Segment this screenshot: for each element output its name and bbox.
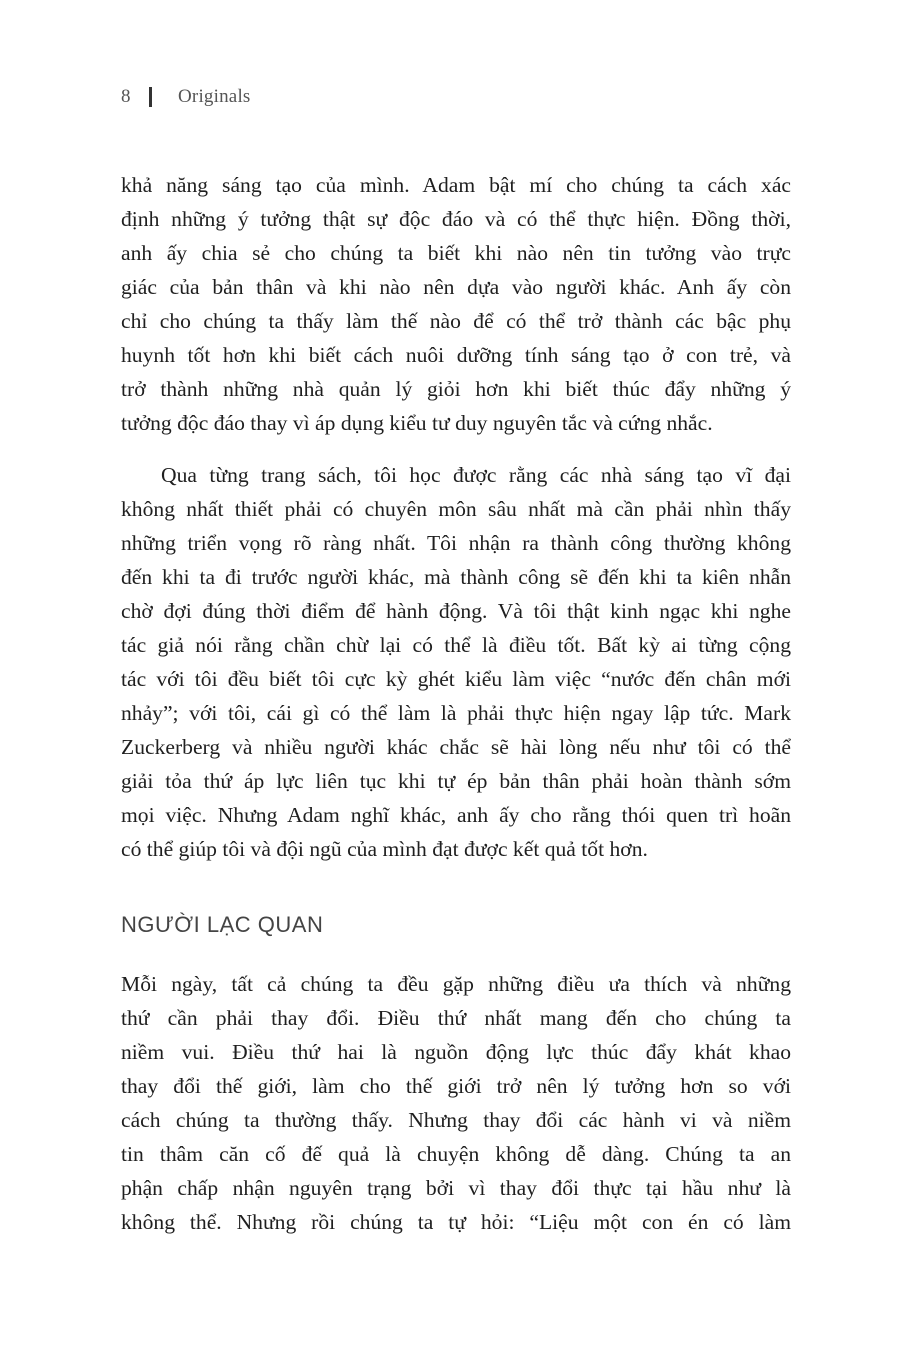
text-line: anh ấy chia sẻ cho chúng ta biết khi nào nên tin tưởng vào trực (121, 241, 791, 265)
section-heading: NGƯỜI LẠC QUAN (121, 912, 324, 937)
text-line: Qua từng trang sách, tôi học được rằng các nhà sáng tạo vĩ đại (161, 463, 791, 487)
page-number: 8 (121, 86, 131, 107)
text-line: thứ cần phải thay đổi. Điều thứ nhất mang đến cho chúng ta (121, 1006, 791, 1030)
text-line: định những ý tưởng thật sự độc đáo và có thể thực hiện. Đồng thời, (121, 207, 791, 231)
text-line: phận chấp nhận nguyên trạng bởi vì thay đổi thực tại hầu như là (121, 1176, 791, 1200)
text-line: niềm vui. Điều thứ hai là nguồn động lực thúc đẩy khát khao (121, 1040, 791, 1064)
text-line: chỉ cho chúng ta thấy làm thế nào để có thể trở thành các bậc phụ (121, 309, 791, 333)
text-line: thay đổi thế giới, làm cho thế giới trở nên lý tưởng hơn so với (121, 1074, 791, 1098)
text-line: Mỗi ngày, tất cả chúng ta đều gặp những điều ưa thích và những (121, 972, 791, 996)
paragraph-3 (121, 967, 791, 1239)
text-line: mọi việc. Nhưng Adam nghĩ khác, anh ấy cho rằng thói quen trì hoãn (121, 803, 791, 827)
text-line: tác giả nói rằng chần chừ lại có thể là điều tốt. Bất kỳ ai từng cộng (121, 633, 791, 657)
text-line: nhảy”; với tôi, cái gì có thể làm là phải thực hiện ngay lập tức. Mark (121, 701, 791, 725)
paragraph-1 (121, 168, 791, 440)
text-line: tin thâm căn cố đế quả là chuyện không dễ dàng. Chúng ta an (121, 1142, 791, 1166)
text-line: Zuckerberg và nhiều người khác chắc sẽ hài lòng nếu như tôi có thể (121, 735, 791, 759)
running-title: Originals (178, 86, 251, 107)
text-line: huynh tốt hơn khi biết cách nuôi dưỡng tính sáng tạo ở con trẻ, và (121, 343, 791, 367)
paragraph-2 (121, 458, 791, 866)
text-line: giải tỏa thứ áp lực liên tục khi tự ép bản thân phải hoàn thành sớm (121, 769, 791, 793)
text-line: có thể giúp tôi và đội ngũ của mình đạt được kết quả tốt hơn. (121, 837, 648, 861)
text-line: giác của bản thân và khi nào nên dựa vào người khác. Anh ấy còn (121, 275, 791, 299)
header-divider (149, 87, 152, 107)
text-line: trở thành những nhà quản lý giỏi hơn khi biết thúc đẩy những ý (121, 377, 791, 401)
text-line: không nhất thiết phải có chuyên môn sâu nhất mà cần phải nhìn thấy (121, 497, 791, 521)
running-header (121, 84, 251, 110)
text-line: tưởng độc đáo thay vì áp dụng kiểu tư duy nguyên tắc và cứng nhắc. (121, 411, 713, 435)
text-line: đến khi ta đi trước người khác, mà thành công sẽ đến khi ta kiên nhẫn (121, 565, 791, 589)
text-line: những triển vọng rõ ràng nhất. Tôi nhận ra thành công thường không (121, 531, 791, 555)
text-line: cách chúng ta thường thấy. Nhưng thay đổi các hành vi và niềm (121, 1108, 791, 1132)
text-line: tác với tôi đều biết tôi cực kỳ ghét kiểu làm việc “nước đến chân mới (121, 667, 791, 691)
text-line: khả năng sáng tạo của mình. Adam bật mí cho chúng ta cách xác (121, 173, 791, 197)
text-line: không thể. Nhưng rồi chúng ta tự hỏi: “Liệu một con én có làm (121, 1210, 791, 1234)
text-line: chờ đợi đúng thời điểm để hành động. Và tôi thật kinh ngạc khi nghe (121, 599, 791, 623)
